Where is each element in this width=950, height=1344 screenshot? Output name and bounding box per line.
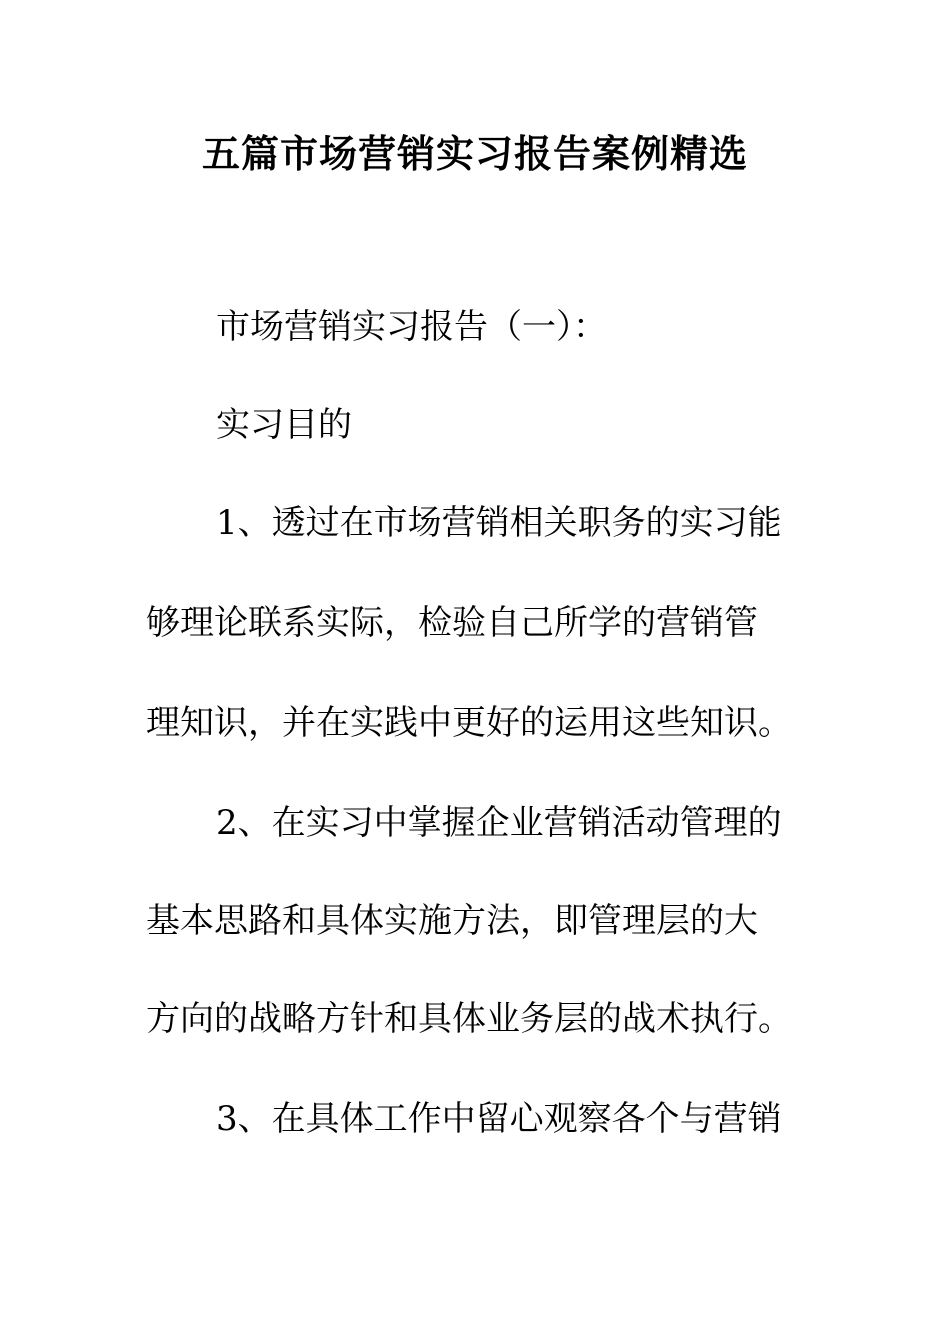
paragraph-line: 基本思路和具体实施方法，即管理层的大 [146,901,758,941]
paragraph-line: 2、在实习中掌握企业营销活动管理的 [216,803,782,843]
subsection-heading: 实习目的 [216,405,352,445]
paragraph-line: 够理论联系实际，检验自己所学的营销管 [146,603,758,643]
paragraph-line: 理知识，并在实践中更好的运用这些知识。 [146,703,792,743]
paragraph-line: 3、在具体工作中留心观察各个与营销 [216,1099,782,1139]
paragraph-line: 方向的战略方针和具体业务层的战术执行。 [146,999,792,1039]
section-heading: 市场营销实习报告（一）： [216,307,607,347]
paragraph-line: 1、透过在市场营销相关职务的实习能 [216,503,782,543]
document-title: 五篇市场营销实习报告案例精选 [201,131,748,176]
